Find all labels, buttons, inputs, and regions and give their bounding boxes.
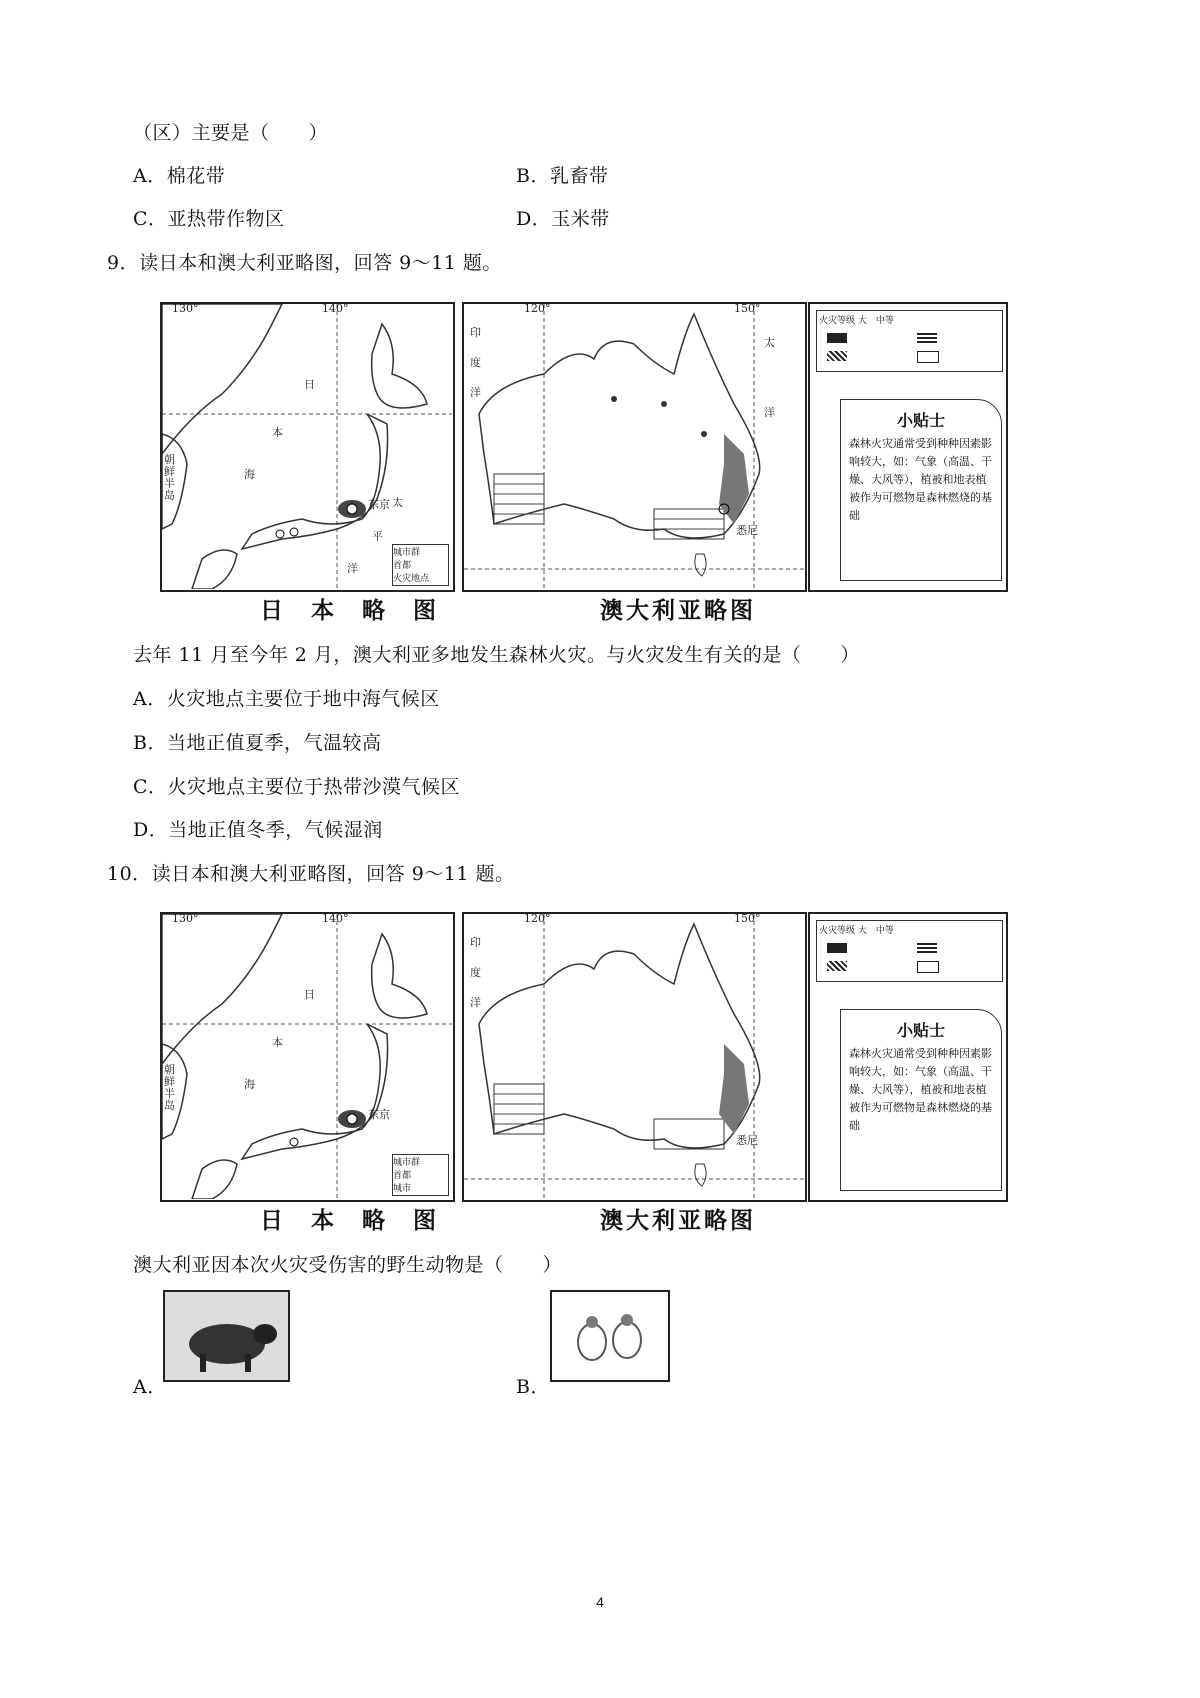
japan-sea-label-3b: 海	[244, 1078, 255, 1091]
australia-map-caption-2: 澳大利亚略图	[600, 1207, 756, 1234]
q9-option-a[interactable]: A．火灾地点主要位于地中海气候区	[133, 688, 440, 710]
pacific-label-2: 平	[372, 530, 383, 543]
japan-sea-label-2b: 本	[272, 1036, 283, 1049]
q9-option-c[interactable]: C．火灾地点主要位于热带沙漠气候区	[133, 776, 461, 798]
lon-150-label: 150°	[734, 302, 761, 315]
legend-tips-panel	[808, 302, 1008, 592]
pacific-label-3: 洋	[347, 562, 358, 575]
sydney-label-2: 悉尼	[736, 1134, 758, 1147]
q10-option-a[interactable]: A．	[133, 1376, 167, 1398]
page-number: 4	[596, 1594, 604, 1610]
indian-ocean-label-2: 度	[470, 356, 481, 369]
au-pacific-label-1: 太	[764, 336, 775, 349]
korea-label-2: 朝鲜半岛	[164, 1063, 175, 1112]
australia-map-caption: 澳大利亚略图	[600, 597, 756, 624]
lon-120-label-2: 120°	[524, 912, 551, 925]
japan-sea-label-3: 海	[244, 468, 255, 481]
q8-option-c[interactable]: C．亚热带作物区	[133, 208, 285, 230]
lon-140-label-2: 140°	[322, 912, 349, 925]
lon-120-label: 120°	[524, 302, 551, 315]
tips-text: 森林火灾通常受到种种因素影响较大，如：气象（高温、干燥、大风等），植被和地表植被作为可燃物是森林燃烧的基础	[849, 437, 992, 522]
indian-ocean-label-1b: 印	[470, 936, 481, 949]
q10-question: 澳大利亚因本次火灾受伤害的野生动物是（ ）	[133, 1254, 563, 1276]
lon-140-label: 140°	[322, 302, 349, 315]
tips-box	[840, 399, 1002, 581]
japan-sea-label-2: 本	[272, 426, 283, 439]
q9-stem: 9．读日本和澳大利亚略图，回答 9～11 题。	[107, 252, 502, 274]
japan-map-caption: 日 本 略 图	[260, 597, 447, 624]
japan-map	[160, 302, 455, 592]
pacific-label-1: 太	[392, 496, 403, 509]
tokyo-label: 东京	[368, 498, 390, 511]
indian-ocean-label-3: 洋	[470, 386, 481, 399]
tokyo-label-2: 东京	[368, 1108, 390, 1121]
tips-title: 小贴士	[896, 411, 945, 430]
q9-question: 去年 11 月至今年 2 月，澳大利亚多地发生森林火灾。与火灾发生有关的是（ ）	[133, 644, 860, 666]
q10-option-b[interactable]: B．	[516, 1376, 550, 1398]
map-figure-q10	[164, 900, 1085, 1250]
japan-map-2	[160, 912, 455, 1202]
q9-option-b[interactable]: B．当地正值夏季，气温较高	[133, 732, 382, 754]
japan-legend-2: 城市群 首都 城市	[392, 1154, 449, 1196]
indian-ocean-label-1: 印	[470, 326, 481, 339]
lon-130-label-2: 130°	[172, 912, 199, 925]
q8-option-d[interactable]: D．玉米带	[516, 208, 610, 230]
japan-legend: 城市群 首都 火灾地点	[392, 544, 449, 586]
lon-150-label-2: 150°	[734, 912, 761, 925]
sydney-label: 悉尼	[736, 524, 758, 537]
q10-stem: 10．读日本和澳大利亚略图，回答 9～11 题。	[107, 863, 515, 885]
japan-sea-label-1: 日	[304, 378, 315, 391]
australia-map-2	[462, 912, 807, 1202]
tips-text-2: 森林火灾通常受到种种因素影响较大，如：气象（高温、干燥、大风等），植被和地表植被作为可燃物是森林燃烧的基础	[849, 1047, 992, 1132]
australia-map	[462, 302, 807, 592]
japan-map-caption-2: 日 本 略 图	[260, 1207, 447, 1234]
legend-tips-panel-2	[808, 912, 1008, 1202]
lon-130-label: 130°	[172, 302, 199, 315]
au-legend: 火灾等级 大 中等	[816, 310, 1003, 372]
korea-label: 朝鲜半岛	[164, 453, 175, 502]
map-figure-q9	[164, 290, 1085, 640]
indian-ocean-label-2b: 度	[470, 966, 481, 979]
koala-image[interactable]	[550, 1290, 670, 1382]
q8-tail: （区）主要是（ ）	[133, 122, 329, 144]
q8-option-b[interactable]: B．乳畜带	[516, 165, 609, 187]
yak-image[interactable]	[163, 1290, 290, 1382]
tips-title-2: 小贴士	[896, 1021, 945, 1040]
q9-option-d[interactable]: D．当地正值冬季，气候湿润	[133, 819, 383, 841]
japan-sea-label-1b: 日	[304, 988, 315, 1001]
tips-box-2	[840, 1009, 1002, 1191]
au-legend-2: 火灾等级 大 中等	[816, 920, 1003, 982]
au-pacific-label-3: 洋	[764, 406, 775, 419]
indian-ocean-label-3b: 洋	[470, 996, 481, 1009]
q8-option-a[interactable]: A．棉花带	[133, 165, 226, 187]
